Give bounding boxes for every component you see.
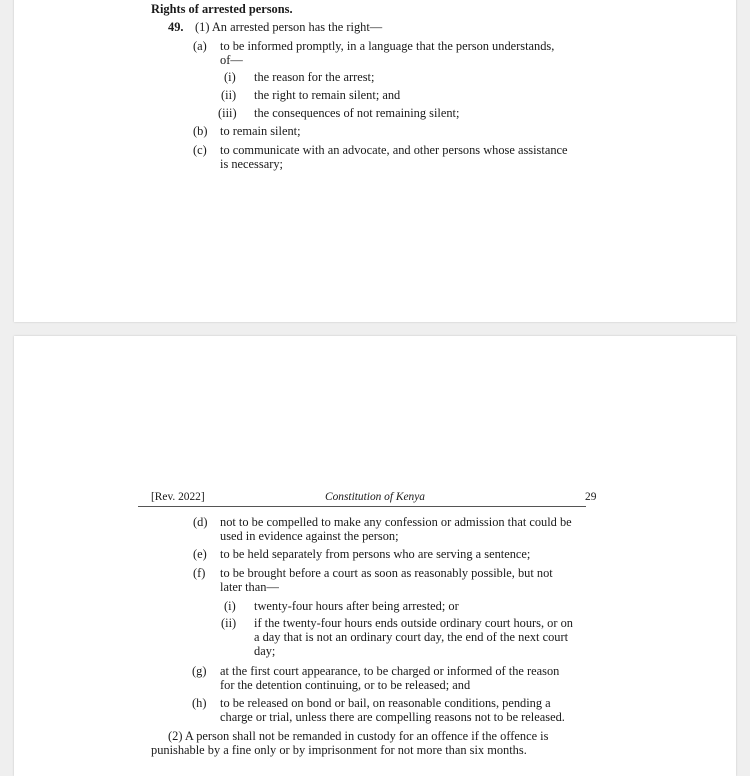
item-label-f: (f) [193,566,206,580]
item-a-line2: of— [220,53,243,67]
item-b-line1: to remain silent; [220,124,301,138]
item-e-line1: to be held separately from persons who are serving a sentence; [220,547,531,561]
item-f-line1: to be brought before a court as soon as reasonably possible, but not [220,566,553,580]
item-h-line2: charge or trial, unless there are compelling reasons not to be released. [220,710,565,724]
item-label-h: (h) [192,696,207,710]
item-h-line1: to be released on bond or bail, on reasonable conditions, pending a [220,696,551,710]
item-c-line2: is necessary; [220,157,283,171]
header-page-number: 29 [585,491,597,503]
subitem-f-ii-line3: day; [254,644,276,658]
clause-2-line2: punishable by a fine only or by imprisonment for not more than six months. [151,743,527,757]
header-title: Constitution of Kenya [325,491,425,503]
subitem-f-ii-line1: if the twenty-four hours ends outside ordinary court hours, or on [254,616,573,630]
clause-2-line1: (2) A person shall not be remanded in custody for an offence if the offence is [168,729,549,743]
subitem-ii-text: the right to remain silent; and [254,88,401,102]
subitem-label-f-i: (i) [224,599,236,613]
item-label-g: (g) [192,664,207,678]
item-label-d: (d) [193,515,208,529]
item-g-line2: for the detention continuing, or to be released; and [220,678,471,692]
section-heading: Rights of arrested persons. [151,2,293,16]
header-revision: [Rev. 2022] [151,491,205,503]
subitem-f-ii-line2: a day that is not an ordinary court day, the end of the next court [254,630,569,644]
item-c-line1: to communicate with an advocate, and other persons whose assistance [220,143,568,157]
item-f-line2: later than— [220,580,279,594]
subitem-label-iii: (iii) [218,106,237,120]
subitem-label-ii: (ii) [221,88,237,102]
subitem-f-i-line1: twenty-four hours after being arrested; or [254,599,459,613]
clause-1-intro: (1) An arrested person has the right— [195,20,383,34]
subitem-i-text: the reason for the arrest; [254,70,375,84]
item-label-e: (e) [193,547,207,561]
item-label-a: (a) [193,39,207,53]
item-d-line1: not to be compelled to make any confession or admission that could be [220,515,572,529]
item-d-line2: used in evidence against the person; [220,529,399,543]
subitem-iii-text: the consequences of not remaining silent; [254,106,460,120]
item-a-line1: to be informed promptly, in a language that the person understands, [220,39,555,53]
item-g-line1: at the first court appearance, to be charged or informed of the reason [220,664,560,678]
subitem-label-f-ii: (ii) [221,616,237,630]
article-number: 49. [168,20,184,34]
item-label-b: (b) [193,124,208,138]
item-label-c: (c) [193,143,207,157]
header-rule [138,506,586,507]
subitem-label-i: (i) [224,70,236,84]
